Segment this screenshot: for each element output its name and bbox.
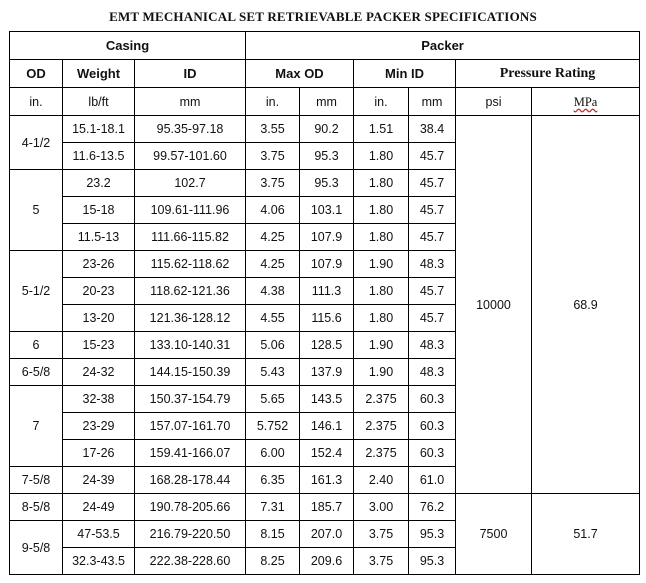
max-od-mm-cell: 90.2 [300, 116, 354, 143]
od-cell: 6-5/8 [10, 359, 63, 386]
max-od-in-cell: 3.75 [246, 143, 300, 170]
weight-cell: 32-38 [63, 386, 135, 413]
min-id-mm-cell: 45.7 [409, 224, 456, 251]
max-od-mm-cell: 143.5 [300, 386, 354, 413]
od-cell: 5-1/2 [10, 251, 63, 332]
mpa-cell: 51.7 [532, 494, 640, 575]
max-od-mm-cell: 207.0 [300, 521, 354, 548]
min-id-in-cell: 1.90 [354, 332, 409, 359]
min-id-in-cell: 1.80 [354, 278, 409, 305]
weight-cell: 23.2 [63, 170, 135, 197]
table-row [10, 116, 640, 143]
max-od-mm-cell: 128.5 [300, 332, 354, 359]
table-row [10, 494, 640, 521]
min-id-in-cell: 1.80 [354, 197, 409, 224]
id-cell: 111.66-115.82 [135, 224, 246, 251]
max-od-header: Max OD [246, 60, 354, 88]
max-od-mm-cell: 185.7 [300, 494, 354, 521]
min-id-mm-cell: 95.3 [409, 548, 456, 575]
max-od-mm-cell: 209.6 [300, 548, 354, 575]
specifications-table [9, 31, 640, 575]
id-cell: 159.41-166.07 [135, 440, 246, 467]
weight-unit: lb/ft [63, 88, 135, 116]
od-header: OD [10, 60, 63, 88]
min-id-mm-cell: 45.7 [409, 305, 456, 332]
id-cell: 216.79-220.50 [135, 521, 246, 548]
weight-cell: 23-29 [63, 413, 135, 440]
max-od-mm-cell: 152.4 [300, 440, 354, 467]
min-id-mm-cell: 45.7 [409, 197, 456, 224]
min-id-in-cell: 2.375 [354, 440, 409, 467]
weight-cell: 24-32 [63, 359, 135, 386]
min-id-in-cell: 3.75 [354, 521, 409, 548]
weight-cell: 24-39 [63, 467, 135, 494]
weight-cell: 20-23 [63, 278, 135, 305]
group-header-row [10, 32, 640, 60]
id-cell: 95.35-97.18 [135, 116, 246, 143]
id-cell: 118.62-121.36 [135, 278, 246, 305]
min-id-in-cell: 1.80 [354, 143, 409, 170]
min-id-mm-cell: 48.3 [409, 359, 456, 386]
min-id-in-cell: 3.00 [354, 494, 409, 521]
od-cell: 7 [10, 386, 63, 467]
od-cell: 5 [10, 170, 63, 251]
min-id-in-unit: in. [354, 88, 409, 116]
od-cell: 8-5/8 [10, 494, 63, 521]
casing-header: Casing [10, 32, 246, 60]
max-od-mm-cell: 95.3 [300, 143, 354, 170]
weight-cell: 11.6-13.5 [63, 143, 135, 170]
id-unit: mm [135, 88, 246, 116]
weight-cell: 13-20 [63, 305, 135, 332]
id-cell: 115.62-118.62 [135, 251, 246, 278]
min-id-in-cell: 1.80 [354, 305, 409, 332]
document-title: EMT MECHANICAL SET RETRIEVABLE PACKER SPECIFICATIONS [109, 9, 537, 24]
max-od-in-cell: 8.15 [246, 521, 300, 548]
max-od-mm-cell: 95.3 [300, 170, 354, 197]
weight-cell: 17-26 [63, 440, 135, 467]
id-cell: 150.37-154.79 [135, 386, 246, 413]
data-rows [10, 116, 640, 575]
psi-cell: 10000 [456, 116, 532, 494]
max-od-mm-cell: 115.6 [300, 305, 354, 332]
max-od-mm-unit: mm [300, 88, 354, 116]
id-cell: 222.38-228.60 [135, 548, 246, 575]
min-id-mm-cell: 45.7 [409, 170, 456, 197]
min-id-mm-unit: mm [409, 88, 456, 116]
units-row [10, 88, 640, 116]
max-od-in-cell: 3.75 [246, 170, 300, 197]
od-cell: 7-5/8 [10, 467, 63, 494]
weight-cell: 11.5-13 [63, 224, 135, 251]
min-id-in-cell: 1.80 [354, 224, 409, 251]
weight-cell: 15-23 [63, 332, 135, 359]
od-cell: 4-1/2 [10, 116, 63, 170]
column-header-row [10, 60, 640, 88]
min-id-in-cell: 2.375 [354, 413, 409, 440]
max-od-in-cell: 8.25 [246, 548, 300, 575]
psi-unit: psi [456, 88, 532, 116]
weight-cell: 23-26 [63, 251, 135, 278]
min-id-mm-cell: 45.7 [409, 143, 456, 170]
min-id-mm-cell: 60.3 [409, 440, 456, 467]
min-id-in-cell: 1.51 [354, 116, 409, 143]
id-cell: 109.61-111.96 [135, 197, 246, 224]
min-id-mm-cell: 48.3 [409, 332, 456, 359]
max-od-mm-cell: 111.3 [300, 278, 354, 305]
min-id-in-cell: 2.375 [354, 386, 409, 413]
od-cell: 9-5/8 [10, 521, 63, 575]
max-od-in-cell: 4.25 [246, 224, 300, 251]
pressure-rating-header: Pressure Rating [456, 60, 640, 88]
max-od-mm-cell: 103.1 [300, 197, 354, 224]
min-id-in-cell: 1.90 [354, 359, 409, 386]
weight-header: Weight [63, 60, 135, 88]
id-cell: 190.78-205.66 [135, 494, 246, 521]
weight-cell: 47-53.5 [63, 521, 135, 548]
max-od-mm-cell: 137.9 [300, 359, 354, 386]
min-id-mm-cell: 60.3 [409, 386, 456, 413]
min-id-in-cell: 1.90 [354, 251, 409, 278]
min-id-in-cell: 2.40 [354, 467, 409, 494]
max-od-in-cell: 4.25 [246, 251, 300, 278]
id-cell: 102.7 [135, 170, 246, 197]
min-id-mm-cell: 38.4 [409, 116, 456, 143]
id-header: ID [135, 60, 246, 88]
psi-cell: 7500 [456, 494, 532, 575]
min-id-mm-cell: 61.0 [409, 467, 456, 494]
max-od-mm-cell: 107.9 [300, 251, 354, 278]
max-od-in-cell: 4.55 [246, 305, 300, 332]
min-id-mm-cell: 76.2 [409, 494, 456, 521]
id-cell: 121.36-128.12 [135, 305, 246, 332]
max-od-mm-cell: 161.3 [300, 467, 354, 494]
packer-header: Packer [246, 32, 640, 60]
id-cell: 157.07-161.70 [135, 413, 246, 440]
max-od-in-cell: 5.65 [246, 386, 300, 413]
id-cell: 133.10-140.31 [135, 332, 246, 359]
max-od-in-cell: 4.38 [246, 278, 300, 305]
weight-cell: 15-18 [63, 197, 135, 224]
id-cell: 99.57-101.60 [135, 143, 246, 170]
max-od-in-unit: in. [246, 88, 300, 116]
mpa-unit-label: MPa [573, 94, 598, 109]
id-cell: 168.28-178.44 [135, 467, 246, 494]
mpa-unit [532, 88, 640, 116]
max-od-in-cell: 6.35 [246, 467, 300, 494]
min-id-header: Min ID [354, 60, 456, 88]
max-od-mm-cell: 146.1 [300, 413, 354, 440]
min-id-mm-cell: 48.3 [409, 251, 456, 278]
min-id-in-cell: 3.75 [354, 548, 409, 575]
od-unit: in. [10, 88, 63, 116]
max-od-mm-cell: 107.9 [300, 224, 354, 251]
od-cell: 6 [10, 332, 63, 359]
min-id-mm-cell: 45.7 [409, 278, 456, 305]
weight-cell: 24-49 [63, 494, 135, 521]
min-id-mm-cell: 60.3 [409, 413, 456, 440]
max-od-in-cell: 6.00 [246, 440, 300, 467]
max-od-in-cell: 5.752 [246, 413, 300, 440]
max-od-in-cell: 7.31 [246, 494, 300, 521]
weight-cell: 15.1-18.1 [63, 116, 135, 143]
max-od-in-cell: 5.06 [246, 332, 300, 359]
max-od-in-cell: 3.55 [246, 116, 300, 143]
mpa-cell: 68.9 [532, 116, 640, 494]
min-id-mm-cell: 95.3 [409, 521, 456, 548]
weight-cell: 32.3-43.5 [63, 548, 135, 575]
max-od-in-cell: 4.06 [246, 197, 300, 224]
max-od-in-cell: 5.43 [246, 359, 300, 386]
id-cell: 144.15-150.39 [135, 359, 246, 386]
min-id-in-cell: 1.80 [354, 170, 409, 197]
